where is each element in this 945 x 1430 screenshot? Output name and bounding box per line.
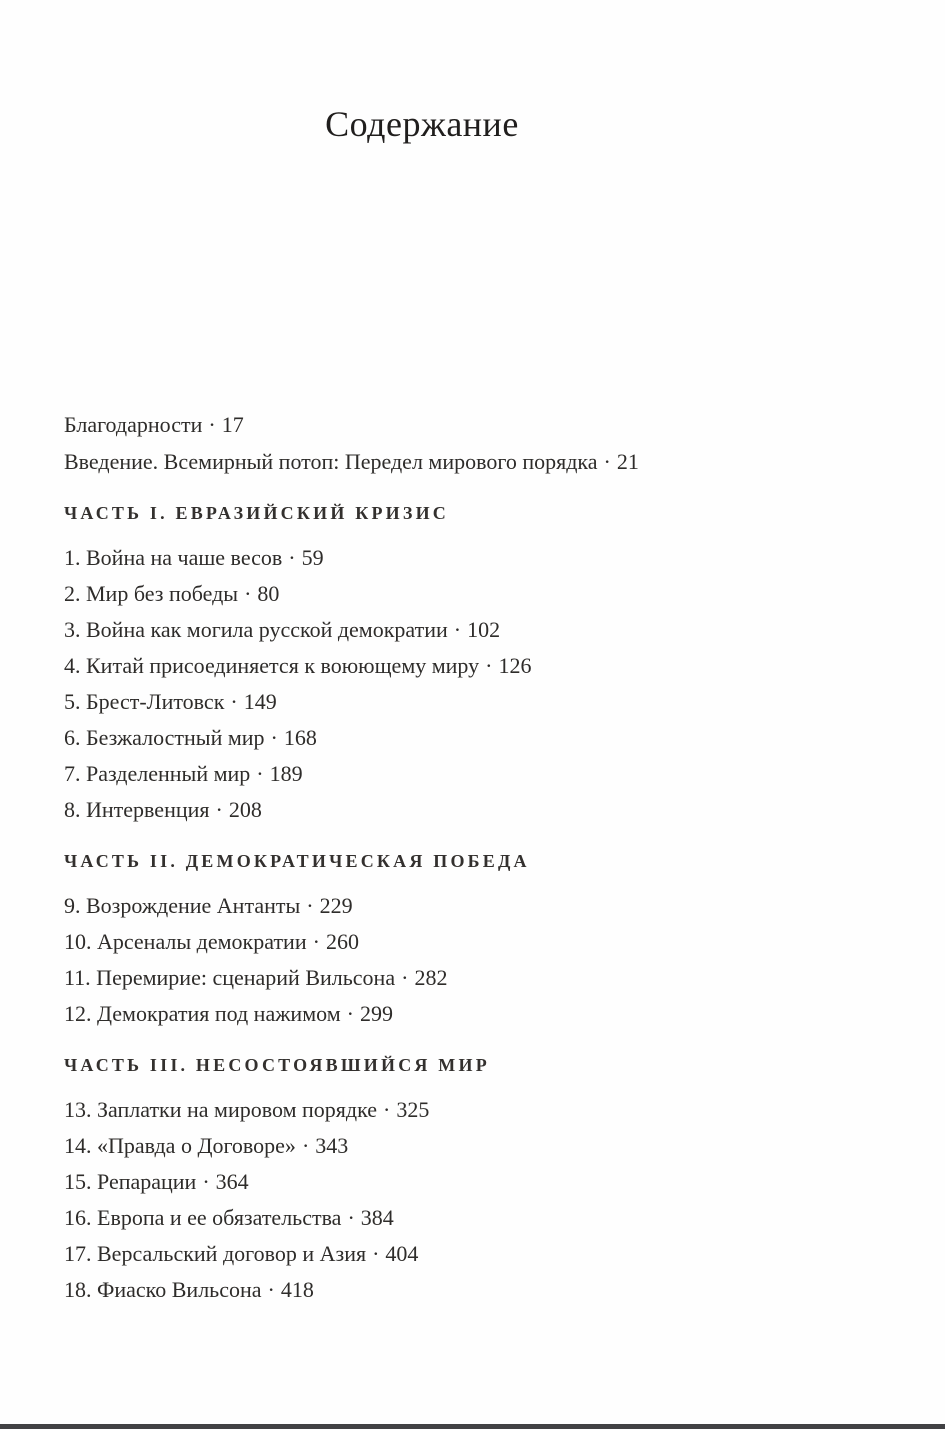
toc-separator: · <box>312 929 320 955</box>
toc-page-number: 126 <box>498 653 532 679</box>
toc-separator: · <box>215 797 223 823</box>
toc-entry <box>64 1092 945 1128</box>
toc-separator: · <box>244 581 252 607</box>
part-heading: ЧАСТЬ III. НЕСОСТОЯВШИЙСЯ МИР <box>64 1055 490 1076</box>
toc-entry <box>64 1200 945 1236</box>
toc-entry-label: 16. Европа и ее обязательства <box>64 1205 342 1231</box>
toc-entry-label: 10. Арсеналы демократии <box>64 929 307 955</box>
toc-entry <box>64 684 945 720</box>
toc-page-number: 189 <box>269 761 303 787</box>
toc-entry <box>64 540 945 576</box>
toc-separator: · <box>347 1205 355 1231</box>
toc-page-number: 208 <box>228 797 262 823</box>
toc-separator: · <box>453 617 462 643</box>
toc-entry-label: 5. Брест-Литовск <box>64 689 225 715</box>
toc-page-number: 229 <box>319 893 353 919</box>
toc-entry-label: 2. Мир без победы <box>64 581 239 607</box>
part-section-2 <box>64 846 945 1032</box>
toc-page-number: 80 <box>257 581 280 607</box>
toc-separator: · <box>270 725 278 751</box>
toc-separator: · <box>346 1001 354 1027</box>
toc-entry-label: 12. Демократия под нажимом <box>64 1001 341 1027</box>
toc-page-number: 59 <box>301 545 324 571</box>
toc-entry-label: 15. Репарации <box>64 1169 197 1195</box>
toc-separator: · <box>208 412 216 438</box>
toc-entry <box>64 924 945 960</box>
toc-page-number: 325 <box>396 1097 430 1123</box>
chapter-list <box>64 888 945 1032</box>
toc-entry <box>64 960 945 996</box>
toc-entry-label: 4. Китай присоединяется к воюющему миру <box>64 653 480 679</box>
toc-entry-label: 9. Возрождение Антанты <box>64 893 301 919</box>
toc-entry-label: 11. Перемирие: сценарий Вильсона <box>64 965 396 991</box>
toc-entry <box>64 1128 945 1164</box>
toc-page-number: 343 <box>315 1133 349 1159</box>
toc-separator: · <box>382 1097 391 1123</box>
toc-page-number: 282 <box>414 965 448 991</box>
toc-entry-label: 7. Разделенный мир <box>64 761 251 787</box>
toc-entry-label: 1. Война на чаше весов <box>64 545 283 571</box>
part-heading: ЧАСТЬ II. ДЕМОКРАТИЧЕСКАЯ ПОБЕДА <box>64 851 530 872</box>
toc-entry <box>64 996 945 1032</box>
toc-page-number: 17 <box>221 412 244 438</box>
toc-page-number: 149 <box>243 689 277 715</box>
front-matter-section <box>64 406 945 480</box>
toc-entry <box>64 612 945 648</box>
toc-entry <box>64 792 945 828</box>
toc-entry <box>64 1164 945 1200</box>
chapter-list <box>64 1092 945 1308</box>
toc-separator: · <box>230 689 238 715</box>
toc-entry-label: 6. Безжалостный мир <box>64 725 265 751</box>
toc-entry <box>64 443 945 480</box>
toc-entry-label: 8. Интервенция <box>64 797 210 823</box>
toc-separator: · <box>485 653 493 679</box>
toc-page-number: 260 <box>325 929 359 955</box>
toc-page-number: 418 <box>280 1277 314 1303</box>
part-heading: ЧАСТЬ I. ЕВРАЗИЙСКИЙ КРИЗИС <box>64 503 449 524</box>
toc-page-number: 384 <box>360 1205 394 1231</box>
part-section-1 <box>64 498 945 828</box>
toc-entry <box>64 406 945 443</box>
toc-entry-label: 13. Заплатки на мировом порядке <box>64 1097 377 1123</box>
bottom-edge-bar <box>0 1424 945 1429</box>
toc-entry <box>64 888 945 924</box>
toc-separator: · <box>306 893 314 919</box>
toc-separator: · <box>372 1241 380 1267</box>
toc-entry-label: Благодарности <box>64 412 203 438</box>
toc-entry <box>64 1272 945 1308</box>
toc-entry <box>64 576 945 612</box>
toc-entry-label: 17. Версальский договор и Азия <box>64 1241 367 1267</box>
part-section-3 <box>64 1050 945 1308</box>
toc-entry <box>64 720 945 756</box>
toc-entry <box>64 648 945 684</box>
toc-separator: · <box>202 1169 210 1195</box>
toc-separator: · <box>256 761 264 787</box>
toc-page-number: 168 <box>283 725 317 751</box>
toc-entry <box>64 756 945 792</box>
toc-page-number: 364 <box>215 1169 249 1195</box>
toc-entry <box>64 1236 945 1272</box>
chapter-list <box>64 540 945 828</box>
page-title: Содержание <box>325 104 519 144</box>
toc-entry-label: 3. Война как могила русской демократии <box>64 617 448 643</box>
toc-entry-label: Введение. Всемирный потоп: Передел мирового порядка <box>64 449 598 475</box>
toc-page-number: 404 <box>385 1241 419 1267</box>
toc-entry-label: 14. «Правда о Договоре» <box>64 1133 296 1159</box>
toc-page-number: 299 <box>359 1001 393 1027</box>
toc-page-number: 102 <box>467 617 501 643</box>
toc-separator: · <box>603 449 611 475</box>
toc-separator: · <box>301 1133 310 1159</box>
toc-separator: · <box>401 965 409 991</box>
toc-page-number: 21 <box>616 449 639 475</box>
toc-entry-label: 18. Фиаско Вильсона <box>64 1277 262 1303</box>
toc-separator: · <box>288 545 296 571</box>
toc-separator: · <box>267 1277 275 1303</box>
